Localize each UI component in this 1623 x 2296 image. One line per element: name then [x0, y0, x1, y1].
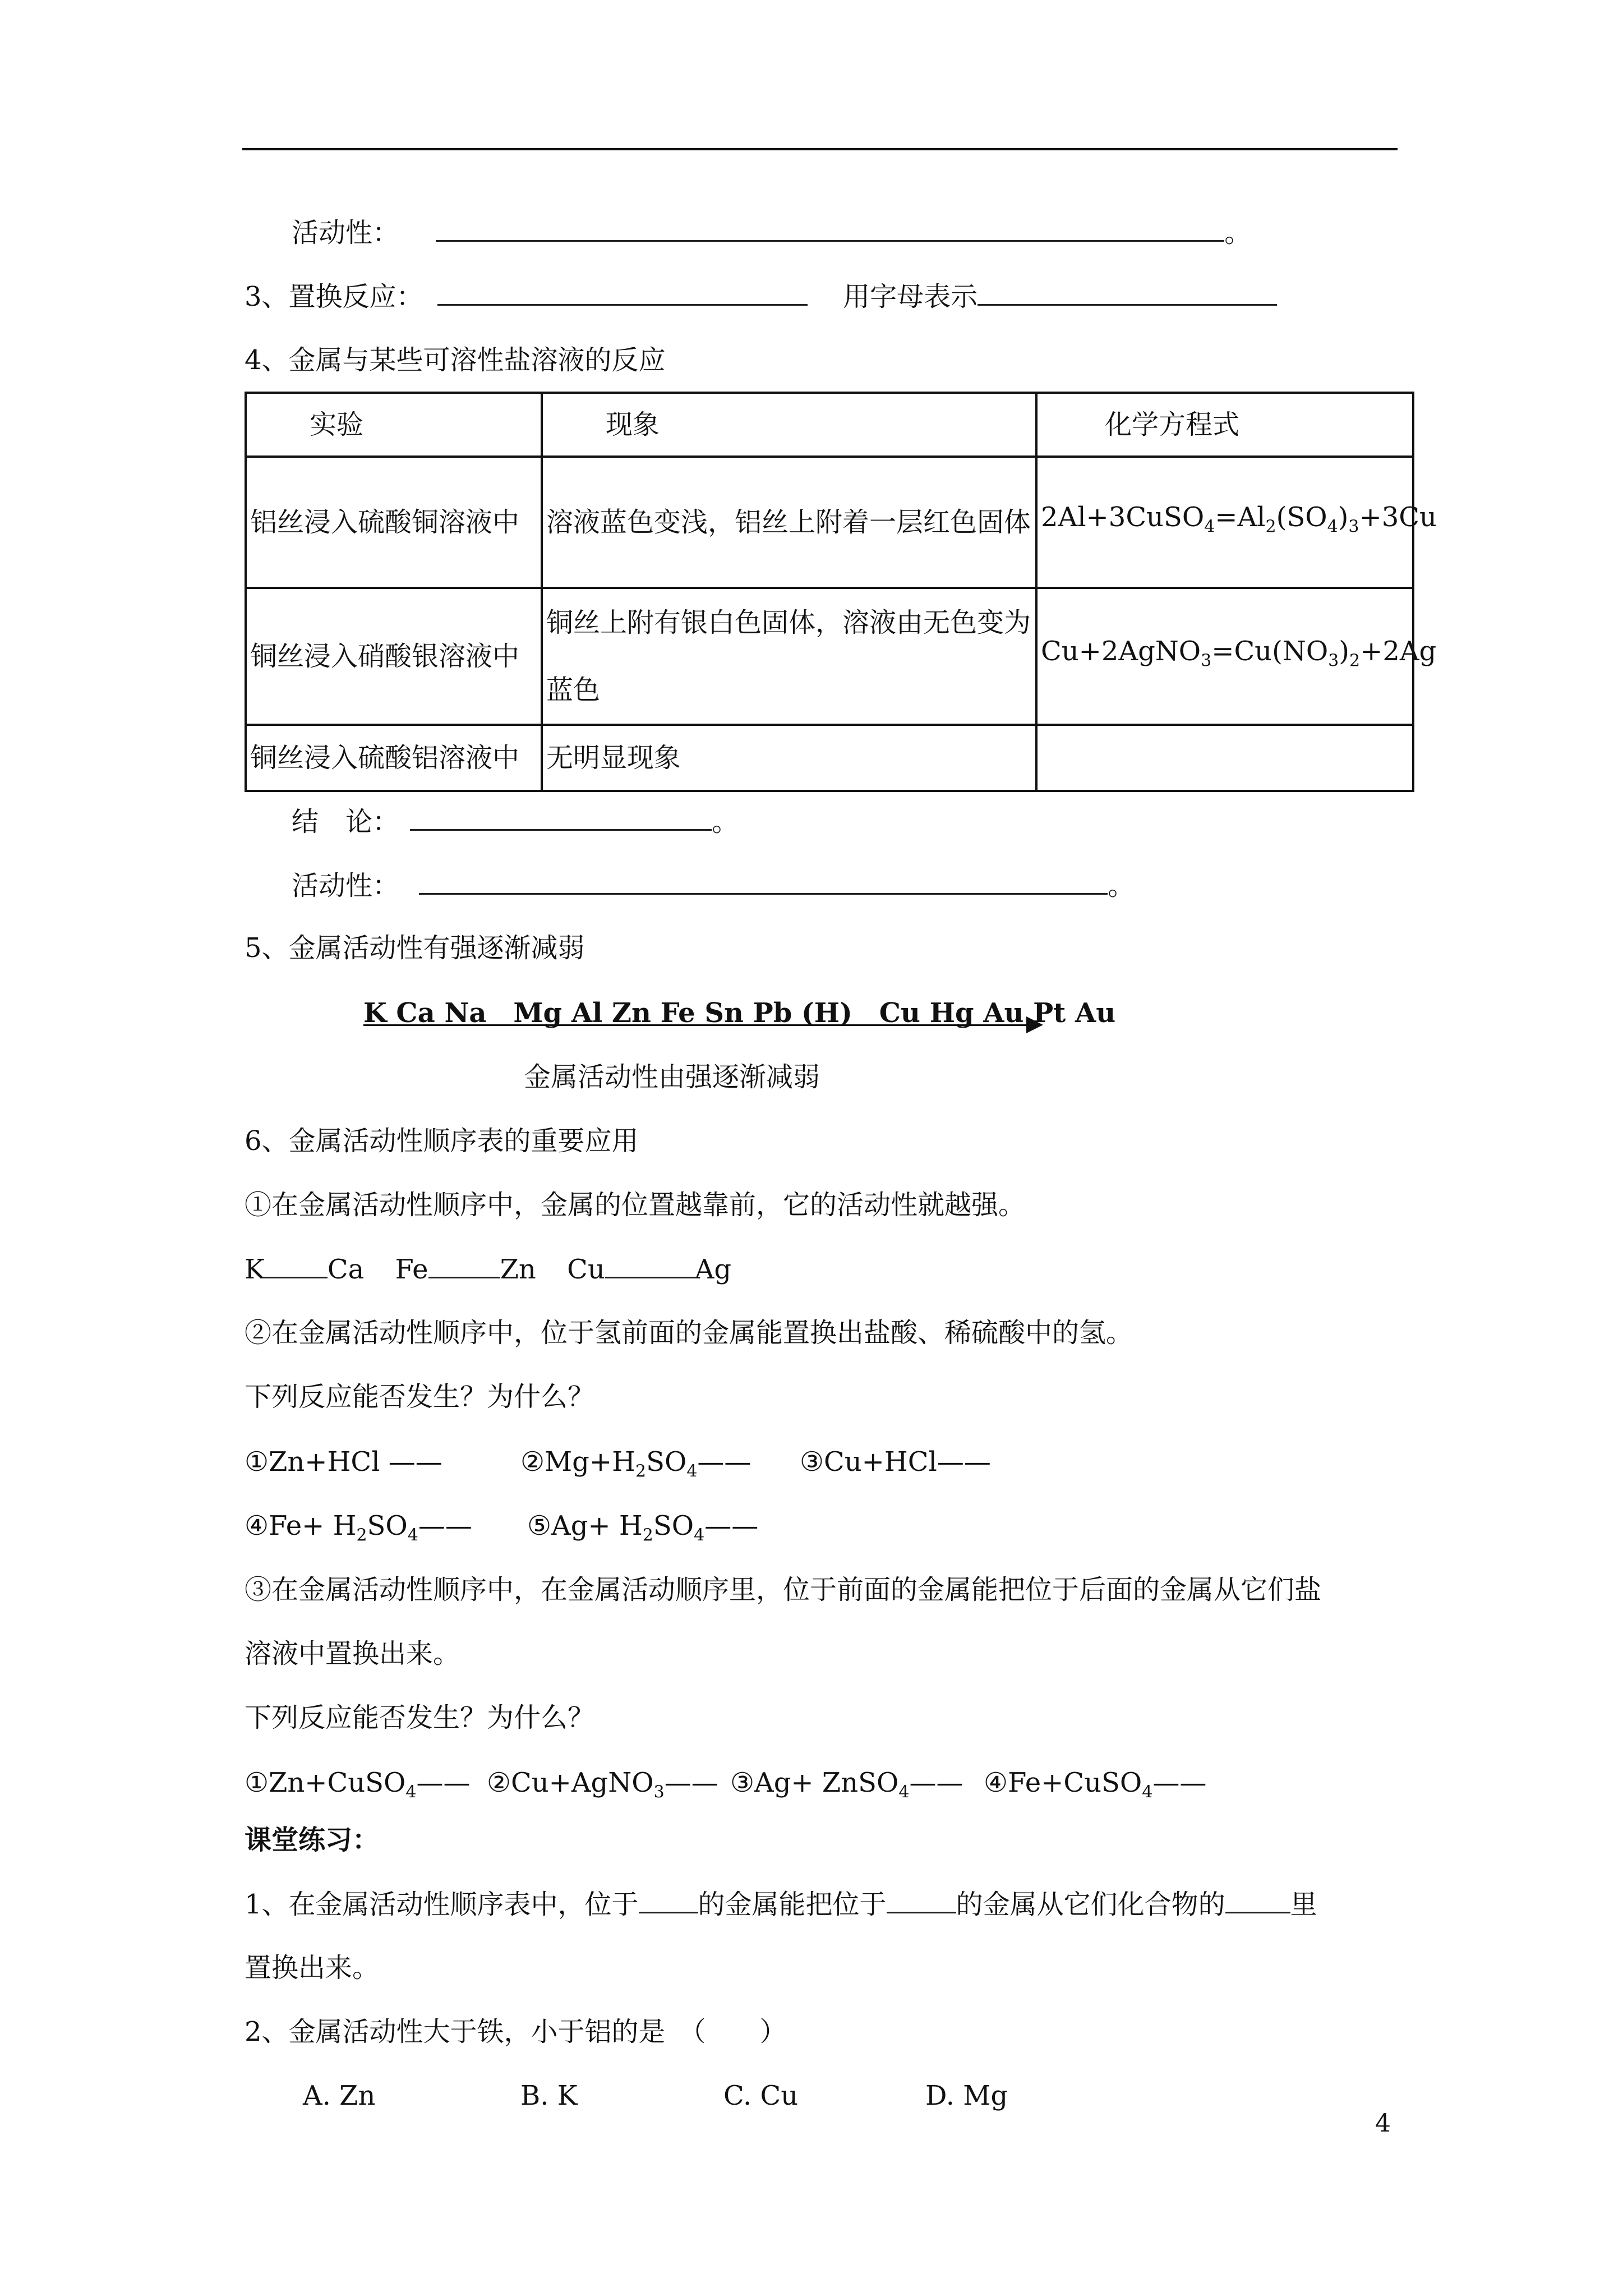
series-caption: 金属活动性由强逐渐减弱 — [524, 1061, 820, 1093]
cell-equation — [1036, 725, 1413, 791]
arrow-right-icon — [1026, 1016, 1043, 1033]
cell-phenomenon: 溶液蓝色变浅，铝丝上附着一层红色固体 — [542, 457, 1036, 588]
cell-phenomenon: 无明显现象 — [542, 725, 1036, 791]
blank[interactable] — [436, 215, 1224, 242]
header-equation: 化学方程式 — [1036, 393, 1413, 457]
rule-1: ①在金属活动性顺序中，金属的位置越靠前，它的活动性就越强。 — [245, 1189, 1026, 1221]
reaction-item: ③Ag+ ZnSO$_4$—— — [730, 1767, 963, 1802]
exercise-1: 1、在金属活动性顺序表中，位于 的金属能把位于 的金属从它们化合物的 里 — [245, 1887, 1317, 1921]
reaction-item: ①Zn+CuSO$_4$—— — [245, 1767, 471, 1802]
option-c[interactable]: C. Cu — [723, 2080, 799, 2111]
section-5-title: 5、金属活动性有强逐渐减弱 — [245, 932, 585, 964]
activity-line-2: 活动性： 。 — [292, 868, 1135, 903]
fill-pairs-line: K Ca Fe Zn Cu Ag — [245, 1252, 731, 1286]
option-b[interactable]: B. K — [520, 2080, 578, 2111]
header-experiment: 实验 — [246, 393, 542, 457]
blank[interactable] — [978, 279, 1277, 306]
table-row — [246, 725, 1413, 791]
question-2: 下列反应能否发生？为什么？ — [245, 1702, 595, 1733]
reaction-item: ①Zn+HCl —— — [245, 1446, 442, 1478]
blank[interactable] — [428, 1252, 500, 1278]
reaction-item: ②Cu+AgNO$_3$—— — [487, 1767, 718, 1802]
option-d[interactable]: D. Mg — [925, 2080, 1008, 2111]
metal-series: K Ca Na Mg Al Zn Fe Sn Pb (H) Cu Hg Au Pt Au — [363, 997, 1116, 1029]
section-4-title: 4、金属与某些可溶性盐溶液的反应 — [245, 344, 666, 376]
reaction-item: ⑤Ag+ $H_2SO_4——$ — [527, 1510, 759, 1545]
option-a[interactable]: A. Zn — [303, 2080, 376, 2111]
exercise-1-line-2: 置换出来。 — [245, 1952, 380, 1984]
series-arrow-line — [363, 1024, 1034, 1026]
reaction-item: ④Fe+ $H_2SO_4——$ — [245, 1510, 472, 1545]
blank[interactable] — [265, 1252, 328, 1278]
displacement-line: 3、置换反应： 用字母表示 — [245, 279, 1277, 314]
table-row — [246, 588, 1413, 725]
cell-equation: $2Al+3CuSO_4=Al_2(SO_4)_3+3Cu$ — [1036, 457, 1413, 588]
table-header-row — [246, 393, 1413, 457]
question-1: 下列反应能否发生？为什么？ — [245, 1381, 595, 1412]
rule-3-line-2: 溶液中置换出来。 — [245, 1638, 460, 1669]
rule-2: ②在金属活动性顺序中，位于氢前面的金属能置换出盐酸、稀硫酸中的氢。 — [245, 1317, 1133, 1349]
blank[interactable] — [437, 279, 808, 306]
cell-phenomenon: 铜丝上附有银白色固体，溶液由无色变为蓝色 — [542, 588, 1036, 725]
page-number: 4 — [1375, 2109, 1391, 2138]
reaction-item: $②Mg+H_2SO_4——$ — [520, 1446, 751, 1481]
blank[interactable] — [605, 1252, 695, 1278]
blank[interactable] — [639, 1887, 698, 1913]
reaction-table — [245, 392, 1437, 792]
rule-3-line-1: ③在金属活动性顺序中，在金属活动顺序里，位于前面的金属能把位于后面的金属从它们盐 — [245, 1574, 1322, 1605]
activity-line-1: 活动性： 。 — [292, 215, 1251, 250]
blank[interactable] — [419, 868, 1108, 895]
practice-title: 课堂练习： — [245, 1824, 380, 1856]
blank[interactable] — [410, 804, 712, 831]
conclusion-line: 结 论： 。 — [292, 804, 739, 839]
cell-experiment: 铜丝浸入硝酸银溶液中 — [246, 588, 542, 725]
blank[interactable] — [1225, 1887, 1290, 1913]
cell-experiment: 铜丝浸入硫酸铝溶液中 — [246, 725, 542, 791]
reaction-item: ③Cu+HCl—— — [800, 1446, 991, 1478]
reaction-item: ④Fe+CuSO$_4$—— — [984, 1767, 1207, 1802]
blank[interactable] — [887, 1887, 956, 1913]
header-phenomenon: 现象 — [542, 393, 1036, 457]
cell-experiment: 铝丝浸入硫酸铜溶液中 — [246, 457, 542, 588]
exercise-2-question: 2、金属活动性大于铁，小于铝的是 （ ） — [245, 2016, 787, 2047]
header-rule — [242, 148, 1398, 150]
table-row — [246, 457, 1413, 588]
cell-equation: $Cu+2AgNO_3=Cu(NO_3)_2+2Ag$ — [1036, 588, 1413, 725]
section-6-title: 6、金属活动性顺序表的重要应用 — [245, 1125, 639, 1157]
